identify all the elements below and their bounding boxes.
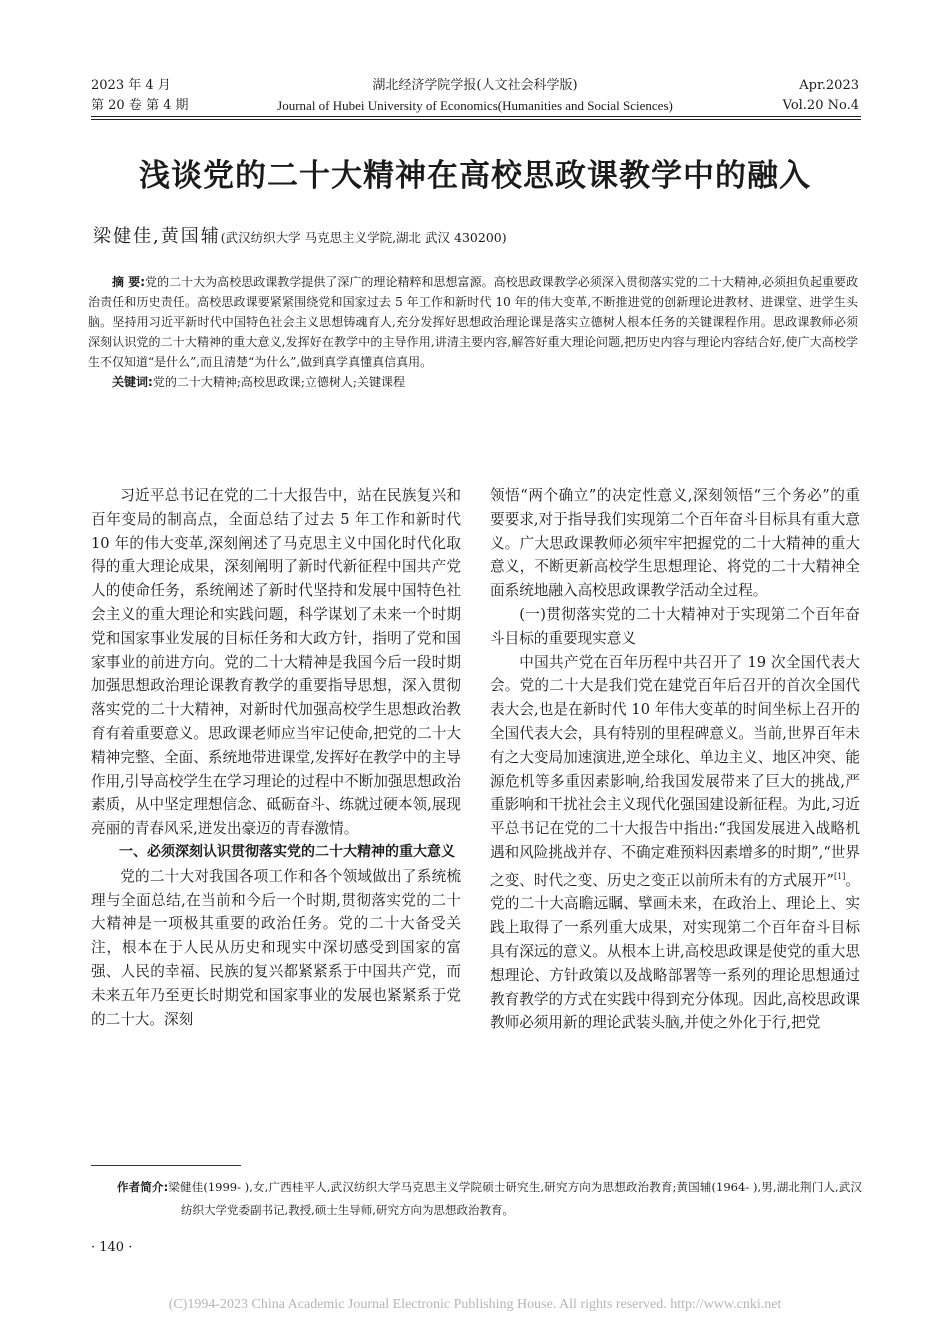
- body-paragraph: 领悟“两个确立”的决定性意义,深刻领悟“三个务必”的重要要求,对于指导我们实现第二个百年奋斗目标具有重大意义。广大思政课教师必须牢牢把握党的二十大精神的重大意义，不断更新高校学生思想理论、将党的二十大精神全面系统地融入高校思政课教学活动全过程。: [490, 487, 860, 600]
- header-volume-en: Vol.20 No.4: [782, 98, 859, 113]
- author-footnote: [117, 1176, 862, 1222]
- header-date-en: Apr.2023: [799, 78, 859, 93]
- reference-marker[interactable]: [1]: [834, 871, 846, 881]
- header-journal-en: Journal of Hubei University of Economics(Humanities and Social Sciences): [277, 98, 673, 113]
- footnote-paragraph: [117, 1176, 862, 1222]
- body-column-right: [490, 484, 860, 1035]
- body-column-left: [91, 484, 461, 1031]
- body-text: 。党的二十大高瞻远瞩、擘画未来，在政治上、理论上、实践上取得了一系列重大成果，对实现第二个百年奋斗目标具有深远的意义。从根本上讲,高校思政课是使党的重大思想理论、方针政策以及战略部署等一系列的理论思想通过教育教学的方式在实践中得到充分体现。因此,高校思政课教师必须用新的理论武装头脑,并使之外化于行,把党: [490, 871, 860, 1032]
- header-date-cn: 2023 年 4 月: [91, 78, 171, 93]
- keywords-paragraph: [88, 372, 858, 392]
- header-rule-thin: [91, 119, 861, 120]
- footnote-label: 作者简介:: [117, 1180, 169, 1194]
- article-affiliation: (武汉纺织大学 马克思主义学院,湖北 武汉 430200): [220, 230, 507, 245]
- keywords-text: 党的二十大精神;高校思政课;立德树人;关键课程: [152, 375, 405, 389]
- header-journal-cn: 湖北经济学院学报(人文社会科学版): [372, 78, 578, 93]
- abstract-label: 摘 要:: [112, 275, 146, 289]
- abstract-text: 党的二十大为高校思政课教学提供了深广的理论精粹和思想富源。高校思政课教学必须深入贯彻落实党的二十大精神,必须担负起重要政治责任和历史责任。高校思政课要紧紧围绕党和国家过去 5 年工作和新时代 10 年的伟大变革,不断推进党的创新理论进教材、进课堂、进学生头脑。坚持用习近平新时代中国特色社会主义思想铸魂育人,充分发挥好思想政治理论课是落实立德树人根本任务的关键课程作用。思政课教师必须深刻认识党的二十大精神的重大意义,发挥好在教学中的主导作用,讲清主要内容,解答好重大理论问题,把历史内容与理论内容结合好,使广大高校学生不仅知道“是什么”,而且清楚“为什么”,做到真学真懂真信真用。: [88, 275, 858, 369]
- article-title: 浅谈党的二十大精神在高校思政课教学中的融入: [139, 158, 811, 194]
- header-rule: [91, 116, 861, 117]
- footnote-text: 梁健佳(1999- ),女,广西桂平人,武汉纺织大学马克思主义学院硕士研究生,研究方向为思想政治教育;黄国辅(1964- ),男,湖北荆门人,武汉纺织大学党委副书记,教授,硕士生导师,研究方向为思想政治教育。: [168, 1180, 862, 1217]
- copyright-line: (C)1994-2023 China Academic Journal Electronic Publishing House. All rights reserved. http://www.cnki.net: [168, 1297, 782, 1312]
- body-paragraph: 党的二十大对我国各项工作和各个领域做出了系统梳理与全面总结,在当前和今后一个时期,贯彻落实党的二十大精神是一项极其重要的政治任务。党的二十大备受关注，根本在于人民从历史和现实中深切感受到国家的富强、人民的幸福、民族的复兴都紧紧系于中国共产党，而未来五年乃至更长时期党和国家事业的发展也紧紧系于党的二十大。深刻: [91, 867, 461, 1028]
- body-text: 中国共产党在百年历程中共召开了 19 次全国代表大会。党的二十大是我们党在建党百年后召开的首次全国代表大会,也是在新时代 10 年伟大变革的时间坐标上召开的全国代表大会，具有特别的里程碑意义。当前,世界百年未有之大变局加速演进,逆全球化、单边主义、地区冲突、能源危机等多重因素影响,给我国发展带来了巨大的挑战,严重影响和干扰社会主义现代化强国建设新征程。为此,习近平总书记在党的二十大报告中指出:“我国发展进入战略机遇和风险挑战并存、不确定难预料因素增多的时期”,“世界之变、时代之变、历史之变正以前所未有的方式展开”: [490, 653, 860, 889]
- section-heading: 一、必须深刻认识贯彻落实党的二十大精神的重大意义: [119, 843, 455, 860]
- footnote-rule: [91, 1165, 241, 1166]
- subsection-heading: (一)贯彻落实党的二十大精神对于实现第二个百年奋斗目标的重要现实意义: [490, 605, 860, 647]
- article-authors: 梁健佳,黄国辅: [93, 226, 221, 247]
- abstract-block: [88, 272, 858, 392]
- abstract-paragraph: [88, 272, 858, 372]
- page-number: · 140 ·: [91, 1240, 133, 1255]
- header-volume-cn: 第 20 卷 第 4 期: [91, 98, 189, 113]
- article-byline: [93, 222, 507, 248]
- body-paragraph: 习近平总书记在党的二十大报告中，站在民族复兴和百年变局的制高点，全面总结了过去 5 年工作和新时代 10 年的伟大变革,深刻阐述了马克思主义中国化时代化取得的重大理论成果，深刻阐明了新时代新征程中国共产党人的使命任务，系统阐述了新时代坚持和发展中国特色社会主义的重大理论和实践问题，科学谋划了未来一个时期党和国家事业发展的目标任务和大政方针，指明了党和国家事业的前进方向。党的二十大精神是我国今后一段时期加强思想政治理论课教育教学的重要指导思想，深入贯彻落实党的二十大精神，对新时代加强高校学生思想政治教育有着重要意义。思政课老师应当牢记使命,把党的二十大精神完整、全面、系统地带进课堂,发挥好在教学中的主导作用,引导高校学生在学习理论的过程中不断加强思想政治素质，从中坚定理想信念、砥砺奋斗、练就过硬本领,展现亮丽的青春风采,迸发出豪迈的青春激情。: [91, 487, 461, 838]
- keywords-label: 关键词:: [112, 375, 153, 389]
- body-paragraph: [490, 651, 860, 1036]
